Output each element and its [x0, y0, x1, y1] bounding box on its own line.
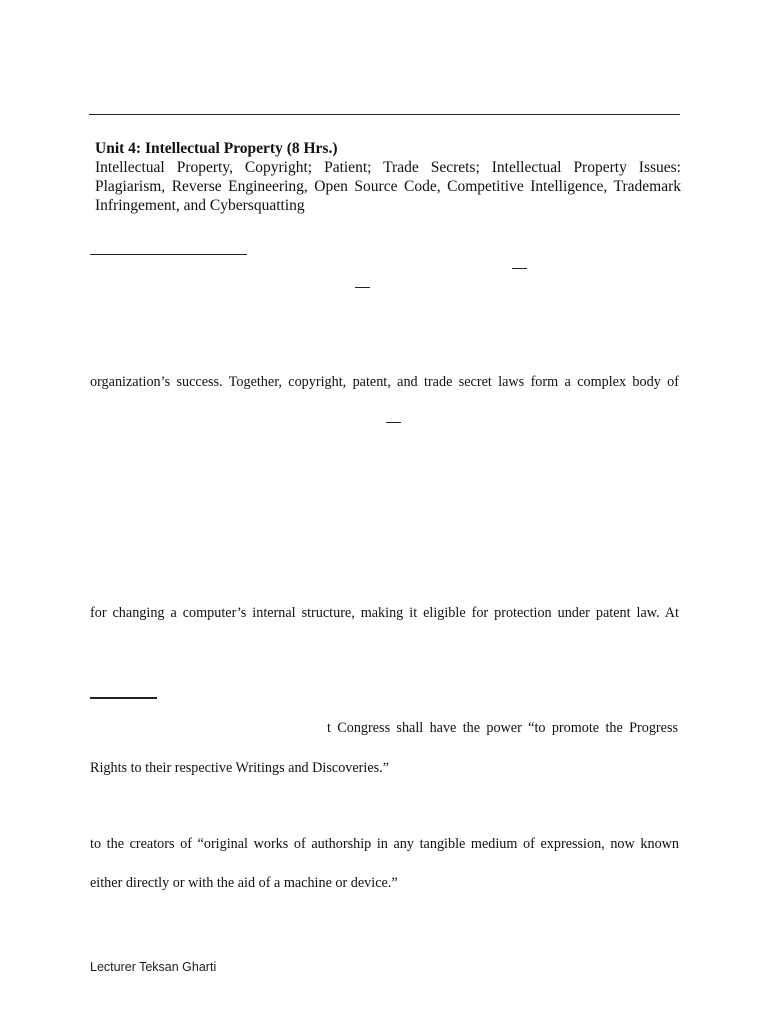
body-line-congress: t Congress shall have the power “to promote the Progress	[327, 720, 678, 736]
body-line-creators: to the creators of “original works of authorship in any tangible medium of expression, now known	[90, 836, 679, 852]
top-rule	[89, 114, 680, 115]
body-line-device: either directly or with the aid of a machine or device.”	[90, 875, 398, 891]
dash-fragment	[386, 422, 401, 423]
dash-fragment	[355, 287, 370, 288]
body-line-rights: Rights to their respective Writings and Discoveries.”	[90, 760, 390, 776]
dash-fragment	[512, 268, 527, 269]
body-line-organization: organization’s success. Together, copyright, patent, and trade secret laws form a complex body of	[90, 374, 679, 390]
unit-topics-line-3: Infringement, and Cybersquatting	[95, 197, 305, 214]
unit-topics-line-2: Plagiarism, Reverse Engineering, Open Source Code, Competitive Intelligence, Trademark	[95, 178, 681, 195]
section-heading-underline	[90, 254, 247, 255]
footer-author: Lecturer Teksan Gharti	[90, 960, 217, 974]
subheading-underline	[90, 697, 157, 699]
body-line-computer: for changing a computer’s internal structure, making it eligible for protection under patent law. At	[90, 605, 679, 621]
unit-header	[95, 139, 681, 215]
unit-topics-line-1: Intellectual Property, Copyright; Patient; Trade Secrets; Intellectual Property Issues:	[95, 159, 681, 176]
unit-title: Unit 4: Intellectual Property (8 Hrs.)	[95, 140, 338, 157]
unit-topics	[95, 158, 681, 215]
